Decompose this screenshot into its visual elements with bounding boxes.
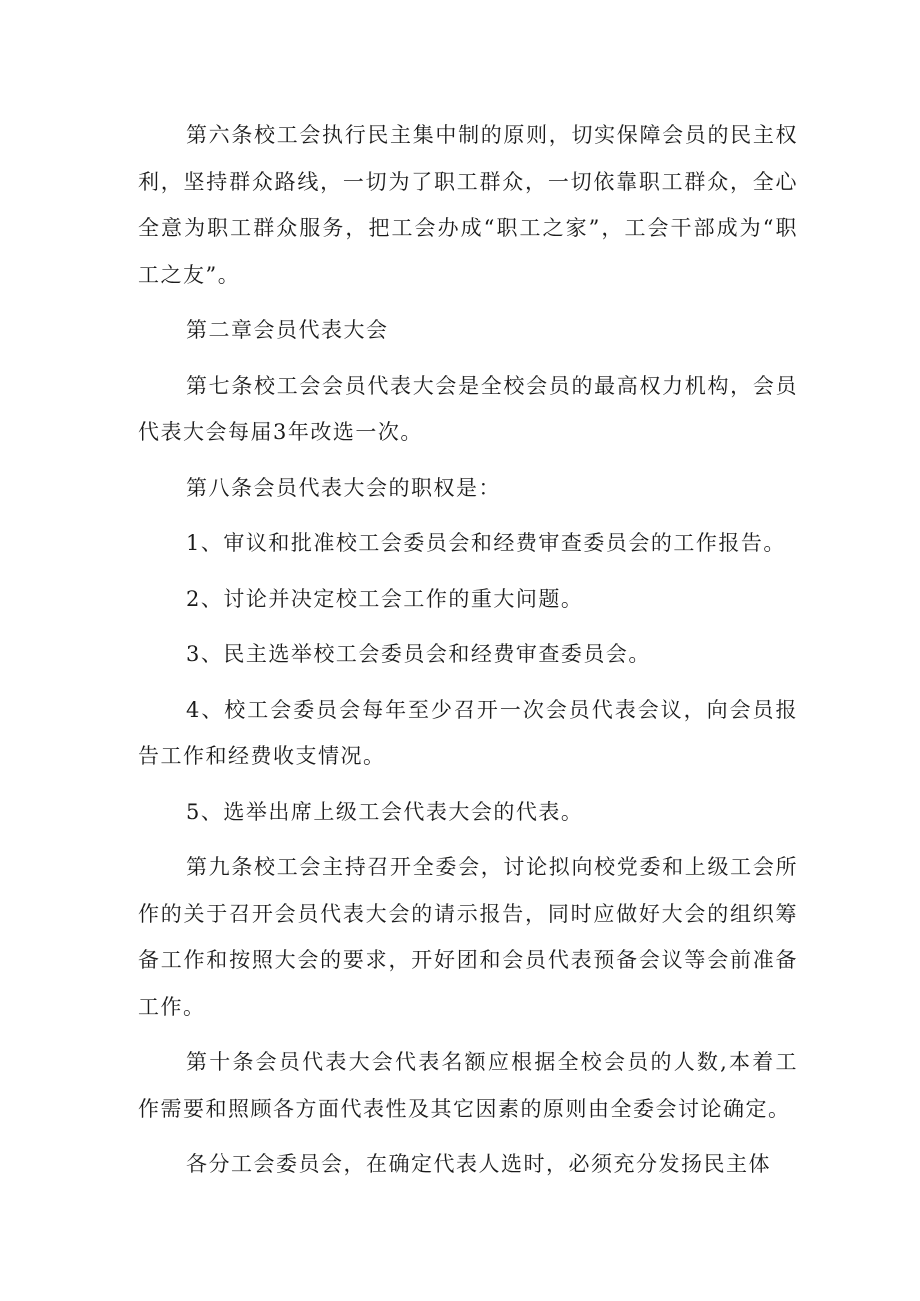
paragraph-branch-committees: 各分工会委员会，在确定代表人选时，必须充分发扬民主体 [186, 1152, 771, 1176]
paragraph-article-8: 第八条会员代表大会的职权是： [186, 475, 501, 500]
chapter-2-heading: 第二章会员代表大会 [186, 318, 389, 342]
list-item-2: 2、讨论并决定校工会工作的重大问题。 [186, 586, 584, 611]
paragraph-article-6: 第六条校工会执行民主集中制的原则，切实保障会员的民主权利，坚持群众路线，一切为了职工群众，一切依靠职工群众，全心全意为职工群众服务，把工会办成“职工之家”，工会干部成为“职工之友”。 [138, 123, 798, 287]
list-item-4: 4、校工会委员会每年至少召开一次会员代表会议，向会员报告工作和经费收支情况。 [138, 697, 798, 768]
paragraph-article-7: 第七条校工会会员代表大会是全校会员的最高权力机构，会员代表大会每届3年改选一次。 [138, 373, 798, 444]
document-body [138, 112, 798, 1197]
paragraph-article-10: 第十条会员代表大会代表名额应根据全校会员的人数,本着工作需要和照顾各方面代表性及其它因素的原则由全委会讨论确定。 [138, 1050, 798, 1121]
list-item-3: 3、民主选举校工会委员会和经费审查委员会。 [186, 642, 651, 666]
list-item-1: 1、审议和批准校工会委员会和经费审查委员会的工作报告。 [186, 531, 786, 555]
paragraph-article-9: 第九条校工会主持召开全委会，讨论拟向校党委和上级工会所作的关于召开会员代表大会的请示报告，同时应做好大会的组织筹备工作和按照大会的要求，开好团和会员代表预备会议等会前准备工作。 [138, 855, 798, 1019]
list-item-5: 5、选举出席上级工会代表大会的代表。 [186, 799, 584, 824]
